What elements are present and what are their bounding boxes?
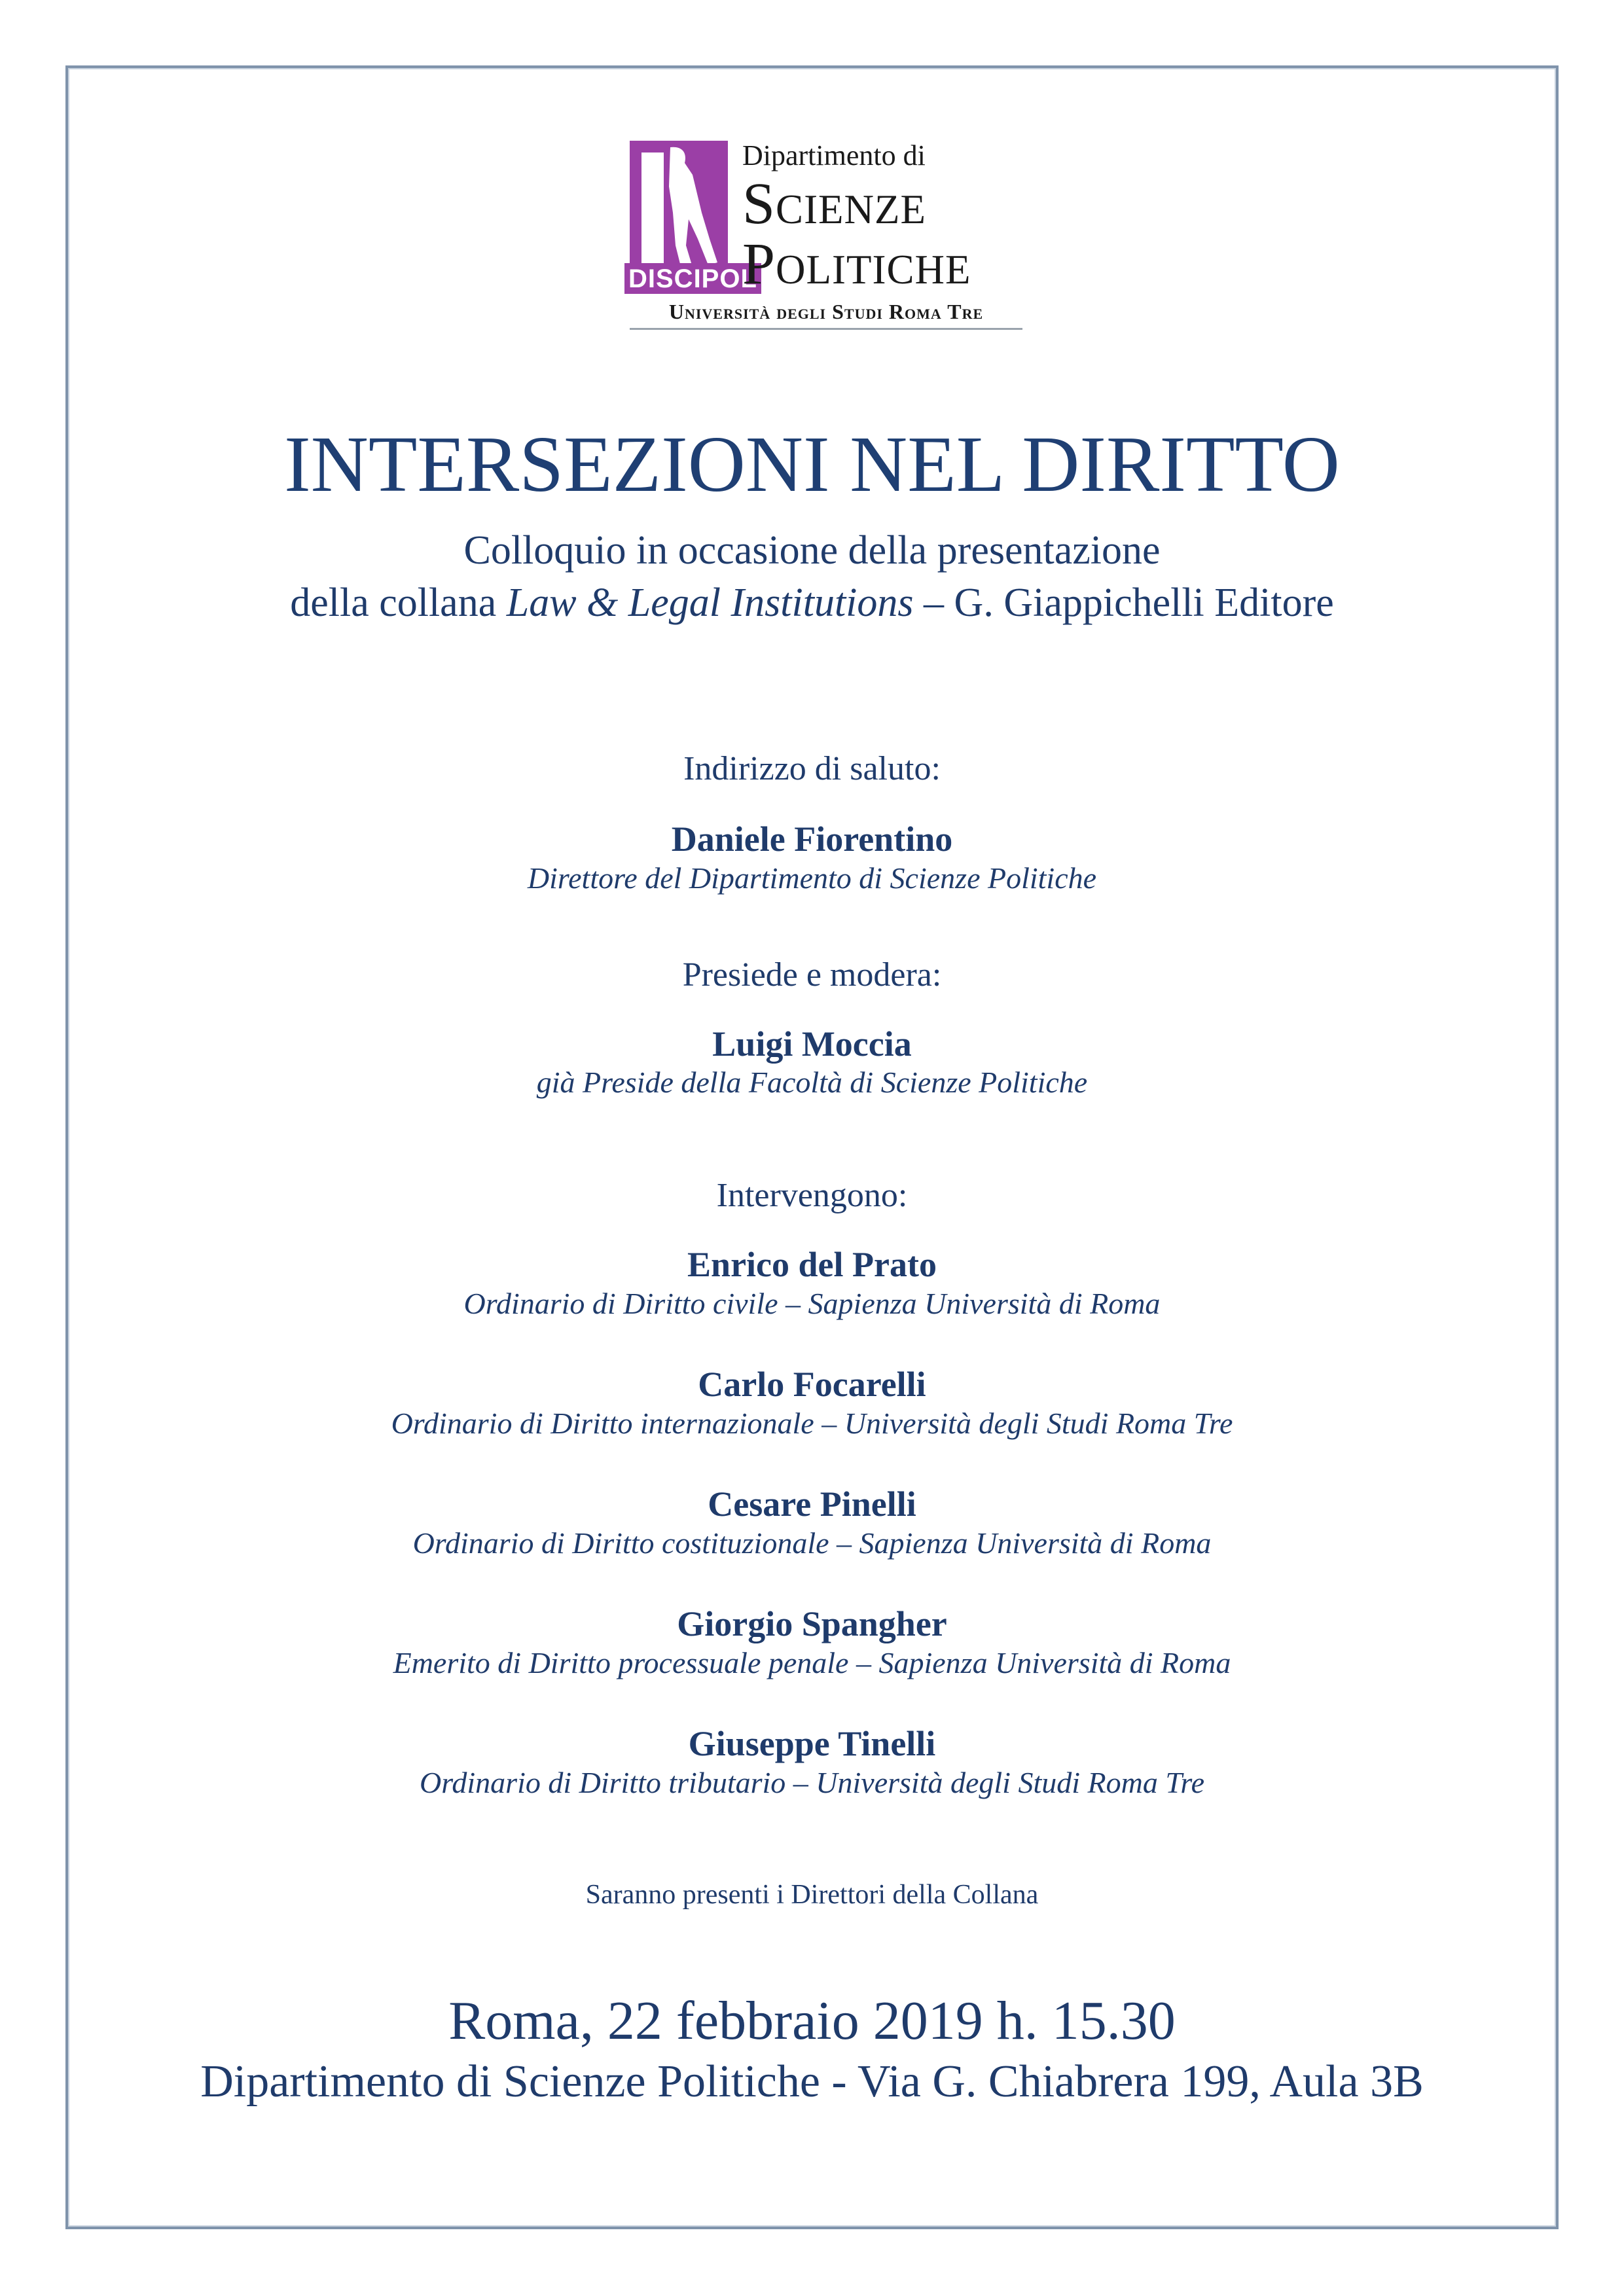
speaker-role: Emerito di Diritto processuale penale – Sapienza Università di Roma [393,1646,1231,1679]
logo-university: Università degli Studi Roma Tre [630,300,1022,330]
speaker-role: Ordinario di Diritto civile – Sapienza Università di Roma [463,1287,1161,1320]
speaker-role: Ordinario di Diritto tributario – Università degli Studi Roma Tre [419,1766,1205,1799]
event-title: INTERSEZIONI NEL DIRITTO [284,420,1340,509]
speakers-label: Intervengono: [716,1177,908,1214]
speaker-role: Ordinario di Diritto internazionale – Università degli Studi Roma Tre [391,1407,1233,1440]
event-subtitle-line2 [65,579,1559,626]
logo-scienze: Scienze [742,171,926,236]
logo-acronym: DISCIPOL [624,263,761,294]
chair-role: già Preside della Facoltà di Scienze Politiche [536,1066,1088,1099]
speaker-role: Ordinario di Diritto costituzionale – Sapienza Università di Roma [412,1526,1212,1560]
chair-name: Luigi Moccia [712,1024,912,1064]
speaker-name: Giorgio Spangher [677,1604,947,1643]
event-venue: Dipartimento di Scienze Politiche - Via G. Chiabrera 199, Aula 3B [200,2056,1424,2107]
logo-wordmark [742,137,971,295]
logo-dept-line: Dipartimento di [742,139,926,171]
subtitle-prefix: della collana [290,581,507,625]
speaker-name: Carlo Focarelli [698,1365,926,1404]
editors-note: Saranno presenti i Direttori della Collana [585,1880,1039,1910]
greeting-name: Daniele Fiorentino [671,819,953,859]
event-subtitle-line1: Colloquio in occasione della presentazione [463,528,1161,573]
subtitle-suffix: – G. Giappichelli Editore [913,581,1334,625]
chair-label: Presiede e modera: [682,956,942,994]
speaker-name: Giuseppe Tinelli [688,1724,936,1763]
logo-politiche: Politiche [742,232,971,296]
speaker-name: Cesare Pinelli [708,1484,916,1524]
speaker-name: Enrico del Prato [687,1245,937,1284]
book-series-name: Law & Legal Institutions [506,581,914,625]
department-logo [630,137,1022,334]
greeting-role: Direttore del Dipartimento di Scienze Politiche [527,861,1097,895]
event-date: Roma, 22 febbraio 2019 h. 15.30 [448,1990,1176,2051]
greeting-label: Indirizzo di saluto: [683,750,941,787]
